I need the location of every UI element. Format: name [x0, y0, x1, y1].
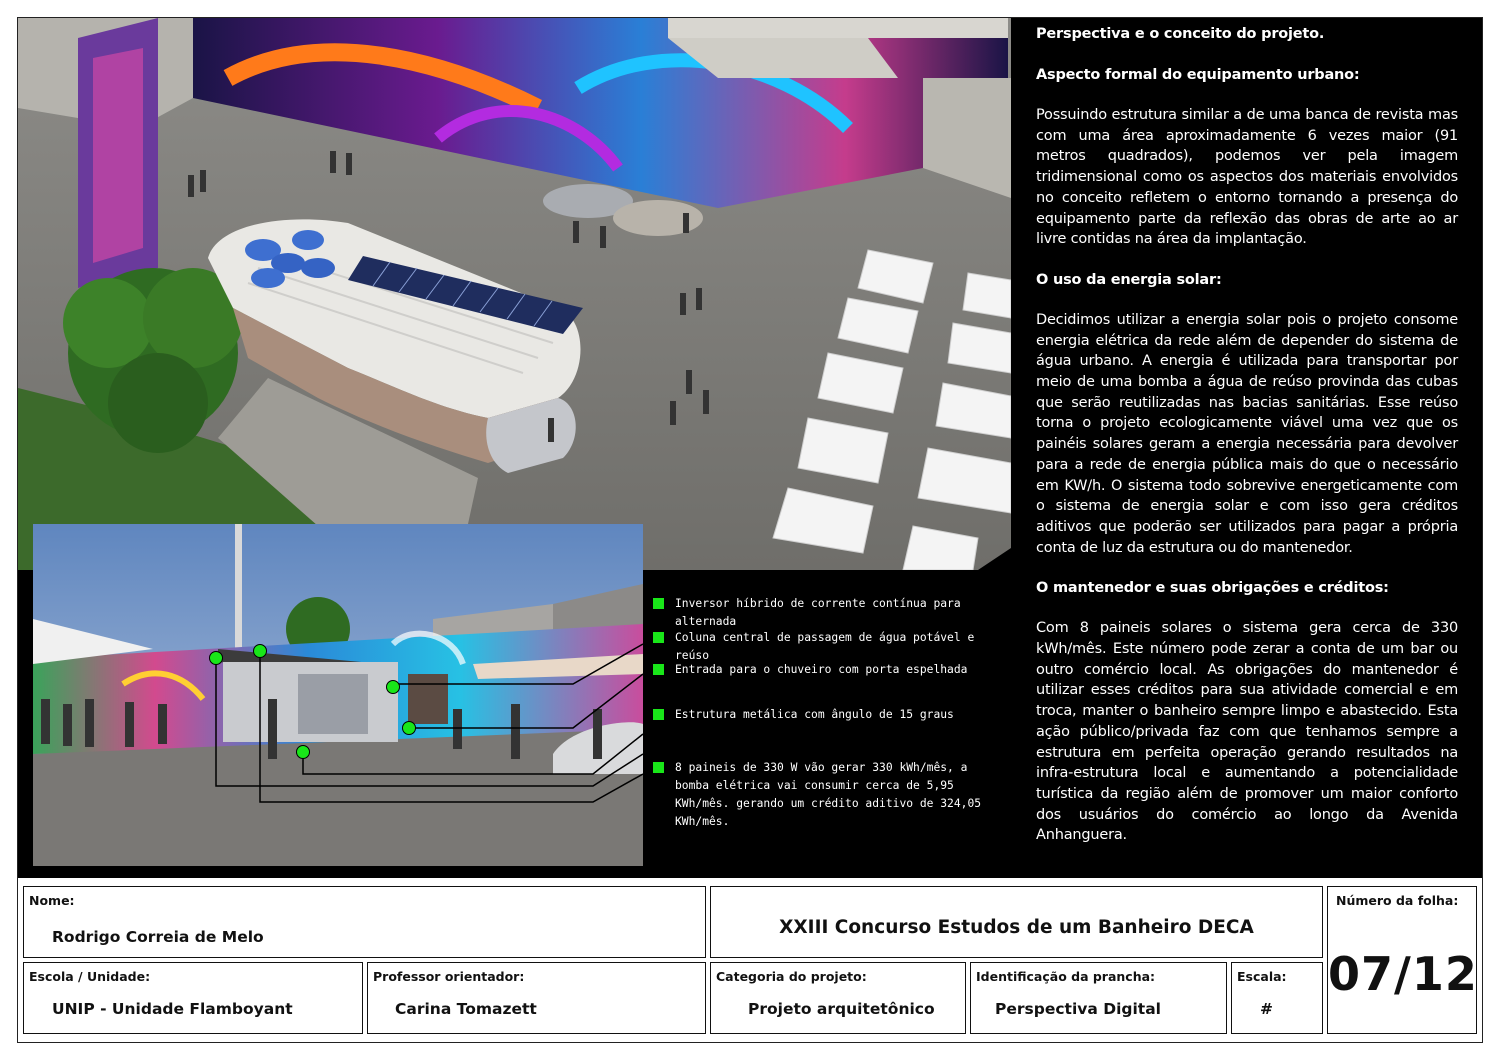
legend-text: Inversor híbrido de corrente contínua para alternada: [675, 597, 961, 628]
folha-cell: [1327, 886, 1477, 1034]
solar-paragraph: Decidimos utilizar a energia solar pois o projeto consome energia elétrica da rede além de depender do sistema de água urbano. A energia é utilizada para transportar por meio de uma bomba a água de reúso provinda das cubas que serão reutilizadas nas bacias sanitárias. Esse reúso torna o projeto ecologicamente viável uma vez que os painéis solares geram a energia necessária para devolver para a rede de energia pública mais do que o necessário em KW/h. O sistema todo sobrevive energeticamente com o sistema de energia solar e com isso gera créditos aditivos que poderão ser utilizados para pagar a própria conta de luz da estrutura ou do mantenedor.: [1036, 311, 1458, 556]
escola-cell: [23, 962, 363, 1034]
mantenedor-heading: O mantenedor e suas obrigações e créditos:: [1036, 580, 1389, 597]
green-square-icon: [653, 664, 664, 675]
street-render: [33, 524, 643, 866]
nome-label: Nome:: [29, 893, 75, 908]
presentation-board: [18, 18, 1482, 878]
escola-label: Escola / Unidade:: [29, 969, 151, 984]
aspecto-heading: Aspecto formal do equipamento urbano:: [1036, 67, 1360, 83]
professor-value: Carina Tomazett: [395, 1000, 537, 1018]
escala-label: Escala:: [1237, 969, 1287, 984]
solar-heading: O uso da energia solar:: [1036, 271, 1222, 288]
green-square-icon: [653, 762, 664, 773]
green-square-icon: [653, 632, 664, 643]
green-square-icon: [653, 709, 664, 720]
categoria-label: Categoria do projeto:: [716, 969, 867, 984]
legend-text: Estrutura metálica com ângulo de 15 graus: [675, 708, 954, 721]
mantenedor-paragraph: Com 8 paineis solares o sistema gera cerca de 330 kWh/mês. Este número pode zerar a conta de um bar ou outro comércio local. As obrigações do mantenedor é utilizar esses créditos para sua atividade comercial e em troca, manter o banheiro sempre limpo e abastecido. Esta ação público/privada faz com que tenhamos sempre a estrutura em perfeita operação gerando resultados na infra-estrutura local e aumentando a potencialidade turística da região além de promover um maior conforto dos usuários do comércio ao longo da Avenida Anhanguera.: [1036, 620, 1458, 844]
nome-value: Rodrigo Correia de Melo: [52, 928, 264, 946]
concurso-cell: [710, 886, 1323, 958]
identificacao-value: Perspectiva Digital: [995, 1000, 1161, 1018]
green-square-icon: [653, 598, 664, 609]
nome-cell: [23, 886, 706, 958]
escala-cell: [1231, 962, 1323, 1034]
description-column: [1036, 24, 1458, 846]
identificacao-label: Identificação da prancha:: [976, 969, 1156, 984]
aerial-render-image: [18, 18, 1011, 570]
street-render-image: [33, 524, 643, 866]
categoria-cell: [710, 962, 966, 1034]
legend-text: Entrada para o chuveiro com porta espelhada: [675, 663, 968, 676]
professor-cell: [367, 962, 706, 1034]
concurso-title: XXIII Concurso Estudos de um Banheiro DECA: [779, 917, 1254, 938]
page-title: Perspectiva e o conceito do projeto.: [1036, 26, 1325, 42]
escola-value: UNIP - Unidade Flamboyant: [52, 1000, 293, 1018]
aspecto-paragraph: Possuindo estrutura similar a de uma banca de revista mas com uma área aproximadamente 6 vezes maior (91 metros quadrados), podemos ver pela imagem tridimensional como os aspectos dos materiais envolvidos no conceito refletem o entorno tornando a presença do equipamento parte da reflexão das obras de arte ao ar livre contidas na área da implantação.: [1036, 107, 1458, 248]
escala-value: #: [1260, 1000, 1273, 1018]
identificacao-cell: [970, 962, 1227, 1034]
professor-label: Professor orientador:: [373, 969, 525, 984]
title-block: [18, 880, 1482, 1042]
folha-label: Número da folha:: [1336, 893, 1459, 908]
sheet-number: 07/12: [1328, 947, 1478, 1001]
aerial-render: [18, 18, 1011, 570]
categoria-value: Projeto arquitetônico: [748, 1000, 935, 1018]
legend-text: 8 paineis de 330 W vão gerar 330 kWh/mês, a bomba elétrica vai consumir cerca de 5,95 KWh/mês. gerando um crédito aditivo de 324,05 KWh/mês.: [675, 761, 982, 828]
legend-text: Coluna central de passagem de água potável e reúso: [675, 631, 975, 662]
